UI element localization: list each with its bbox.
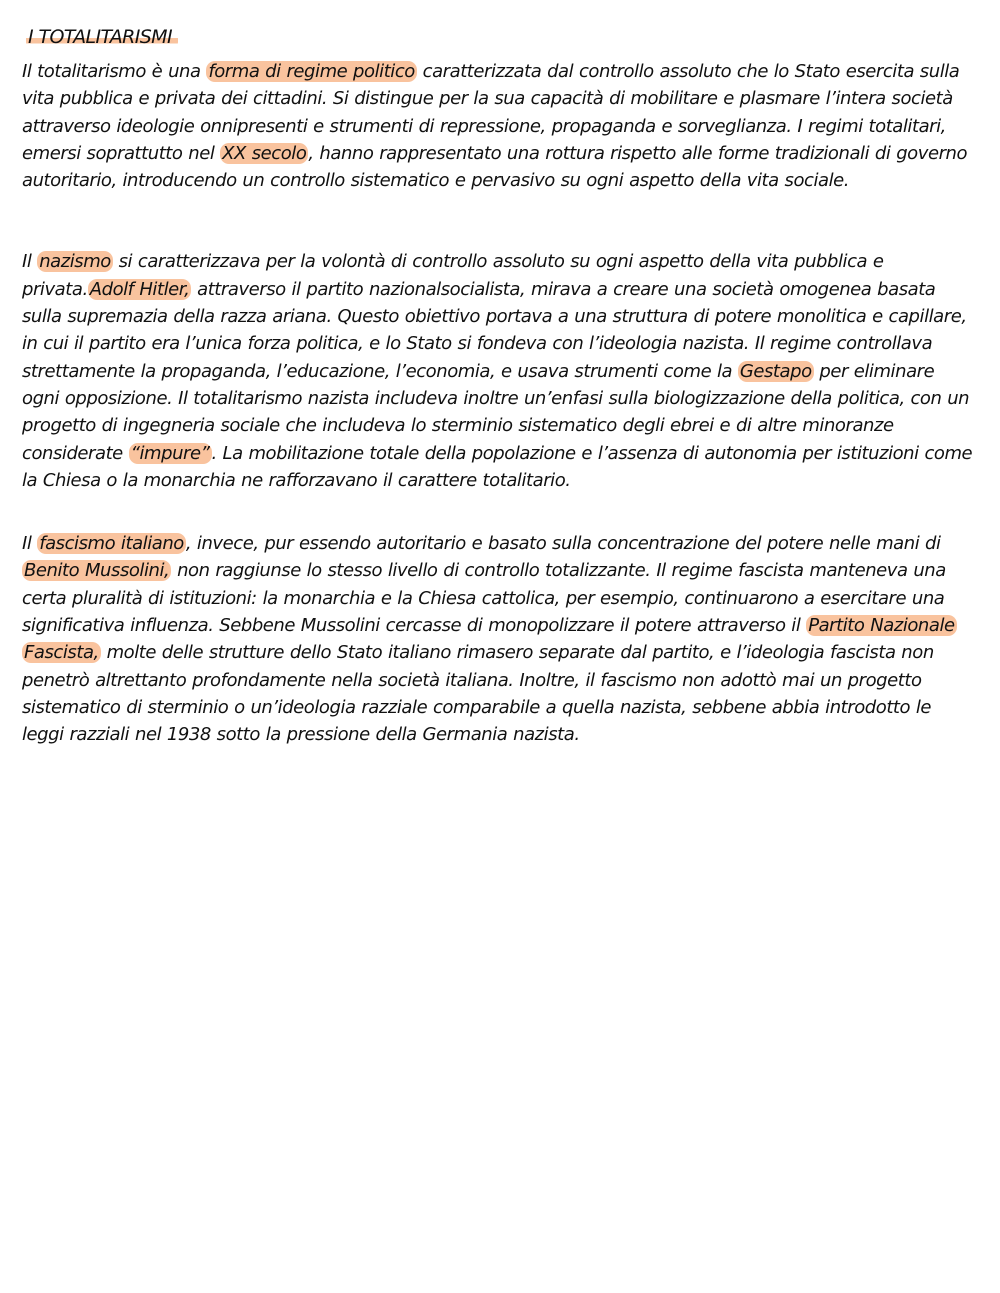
paragraph-text: Il <box>22 533 38 555</box>
paragraph-text: , hanno rappresentato una rottura rispetto alle forme tradizionali di governo autoritario, introducendo un controllo sistematico e pervasivo su ogni aspetto della vita sociale. <box>22 142 968 192</box>
document-title <box>26 24 178 50</box>
highlighted-term: Partito Nazionale Fascista, <box>24 615 955 664</box>
paragraph-intro <box>22 58 974 194</box>
highlighted-term: Gestapo <box>739 360 812 382</box>
highlighted-term: XX secolo <box>222 142 307 164</box>
highlighted-term: forma di regime politico <box>208 61 415 82</box>
title-highlight: I TOTALITARISMI <box>26 26 178 48</box>
paragraph-text: molte delle strutture dello Stato italiano rimasero separate dal partito, e l’ideologia fascista non penetrò altrettanto profondamente nella società italiana. Inoltre, il fascismo non adottò mai un progetto sistematico di sterminio o un’ideologia razziale comparabile a quella nazista, sebbene abbia introdotto le leggi razziali nel 1938 sotto la pressione della Germania nazista. <box>22 642 934 746</box>
highlighted-term: “impure” <box>130 442 210 464</box>
paragraph-text: Il <box>22 251 38 273</box>
highlighted-term: nazismo <box>39 251 111 273</box>
paragraph-text: attraverso il partito nazionalsocialista, mirava a creare una società omogenea basata sulla supremazia della razza ariana. Questo obiettivo portava a una struttura di potere monolitica e capillare, in cui il partito era l’unica forza politica, e lo Stato si fondeva con l’ideologia nazista. Il regime controllava strettamente la propaganda, l’educazione, l’economia, e usava strumenti come la <box>22 278 967 382</box>
highlighted-term: fascismo italiano <box>39 533 184 555</box>
document-page <box>22 24 974 749</box>
highlighted-term: Adolf Hitler, <box>89 278 190 300</box>
paragraph-text: , invece, pur essendo autoritario e basato sulla concentrazione del potere nelle mani di <box>185 533 941 555</box>
paragraph-text: non raggiunse lo stesso livello di controllo totalizzante. Il regime fascista manteneva una certa pluralità di istituzioni: la monarchia e la Chiesa cattolica, per esempio, continuarono a esercitare una significativa influenza. Sebbene Mussolini cercasse di monopolizzare il potere attraverso il <box>22 560 946 637</box>
paragraph-text: caratterizzata dal controllo assoluto che lo Stato esercita sulla vita pubblica e privata dei cittadini. Si distingue per la sua capacità di mobilitare e plasmare l’intera società attraverso ideologie onnipresenti e strumenti di repressione, propaganda e sorveglianza. I regimi totalitari, emersi soprattutto nel <box>22 61 960 164</box>
paragraph-text: per eliminare ogni opposizione. Il totalitarismo nazista includeva inoltre un’enfasi sulla biologizzazione della politica, con un progetto di ingegneria sociale che includeva lo sterminio sistematico degli ebrei e di altre minoranze considerate <box>22 360 970 464</box>
paragraph-nazismo <box>22 248 974 494</box>
highlighted-term: Benito Mussolini, <box>24 560 170 582</box>
paragraph-text: . La mobilitazione totale della popolazione e l’assenza di autonomia per istituzioni come la Chiesa o la monarchia ne rafforzavano il carattere totalitario. <box>22 442 973 491</box>
paragraph-text: Il totalitarismo è una <box>22 61 207 82</box>
paragraph-fascismo <box>22 530 974 748</box>
paragraph-text: si caratterizzava per la volontà di controllo assoluto su ogni aspetto della vita pubblica e privata. <box>22 251 884 300</box>
